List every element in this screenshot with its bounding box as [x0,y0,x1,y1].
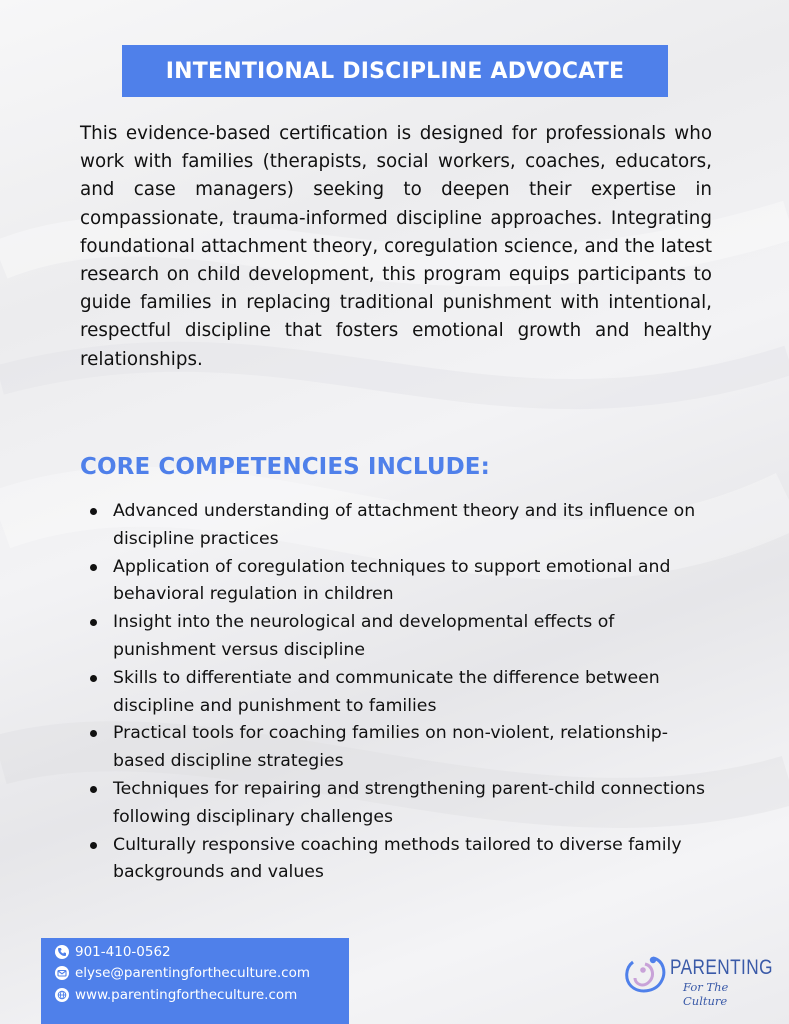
globe-icon [55,988,69,1002]
parenting-logo [623,950,773,1008]
page-title: INTENTIONAL DISCIPLINE ADVOCATE [165,58,625,84]
list-item-text: Techniques for repairing and strengthening parent-child connections following disciplinary challenges [113,778,706,827]
title-banner [122,45,668,97]
list-item-text: Application of coregulation techniques to support emotional and behavioral regulation in children [113,556,671,605]
list-item-text: Culturally responsive coaching methods tailored to diverse family backgrounds and values [113,834,682,883]
list-item [88,609,718,665]
core-competencies-list [88,498,718,887]
core-competencies-heading: CORE COMPETENCIES INCLUDE: [80,454,490,480]
contact-website[interactable] [55,987,297,1003]
bullet-icon [90,508,97,515]
bullet-icon [90,842,97,849]
list-item [88,498,718,554]
list-item [88,665,718,721]
bullet-icon [90,675,97,682]
email-icon [55,966,69,980]
contact-box [41,938,349,1024]
website-url: www.parentingfortheculture.com [75,987,298,1003]
logo-mark-icon [623,950,669,998]
bullet-icon [90,564,97,571]
list-item [88,832,718,888]
intro-paragraph: This evidence-based certification is designed for professionals who work with families (therapists, social workers, coaches, educators, and case managers) seeking to deepen their expertise in compassionate, trauma-informed discipline approaches. Integrating foundational attachment theory, coregulation science, and the latest research on child development, this program equips participants to guide families in replacing traditional punishment with intentional, respectful discipline that fosters emotional growth and healthy relationships. [80,123,712,370]
phone-icon [55,945,69,959]
phone-number: 901-410-0562 [75,944,171,960]
list-item [88,776,718,832]
bullet-icon [90,786,97,793]
email-address: elyse@parentingfortheculture.com [75,965,310,981]
list-item [88,720,718,776]
logo-wordmark: PARENTING [670,956,773,979]
list-item [88,554,718,610]
bullet-icon [90,730,97,737]
list-item-text: Practical tools for coaching families on non-violent, relationship-based discipline strategies [113,723,668,772]
list-item-text: Skills to differentiate and communicate the difference between discipline and punishment to families [113,667,660,716]
bullet-icon [90,619,97,626]
list-item-text: Advanced understanding of attachment theory and its influence on discipline practices [113,501,696,549]
logo-tagline: For The Culture [683,980,729,1008]
contact-phone[interactable] [55,944,171,960]
contact-email[interactable] [55,965,310,981]
list-item-text: Insight into the neurological and developmental effects of punishment versus discipline [113,612,615,660]
